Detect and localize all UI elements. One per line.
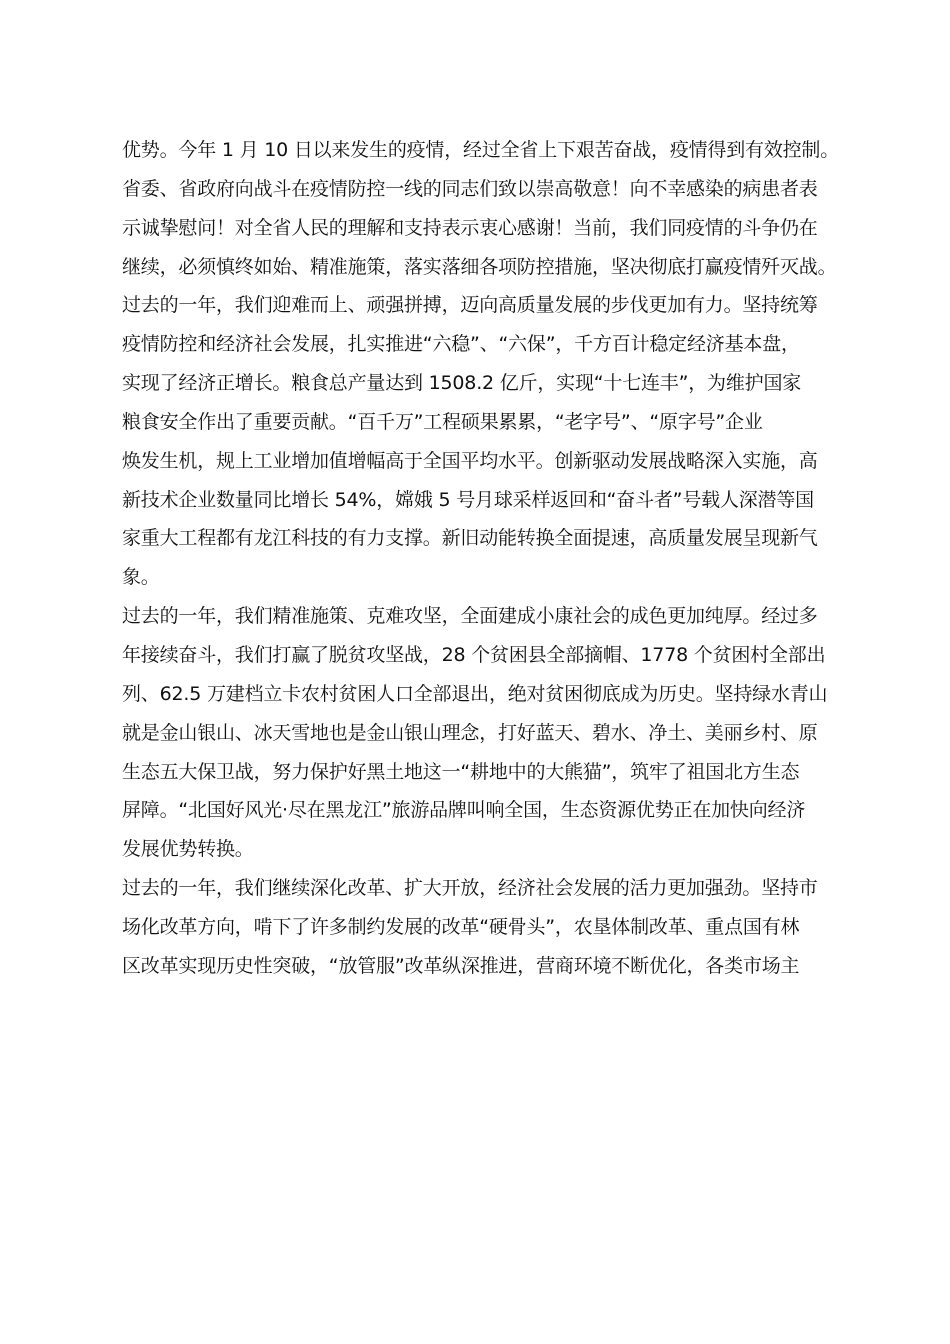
- text-line: 过去的一年，我们迎难而上、顽强拼搏，迈向高质量发展的步伐更加有力。坚持统筹: [122, 294, 818, 317]
- text-line: 发展优势转换。: [122, 838, 254, 861]
- text-line: 新技术企业数量同比增长 54%，嫦娥 5 号月球采样返回和“奋斗者”号载人深潜等国: [122, 488, 814, 511]
- text-line: 优势。今年 1 月 10 日以来发生的疫情，经过全省上下艰苦奋战，疫情得到有效控制。: [122, 139, 840, 161]
- text-line: 过去的一年，我们继续深化改革、扩大开放，经济社会发展的活力更加强劲。坚持市: [122, 877, 818, 900]
- text-line: 生态五大保卫战，努力保护好黑土地这一“耕地中的大熊猫”，筑牢了祖国北方生态: [122, 760, 800, 783]
- text-line: 继续，必须慎终如始、精准施策，落实落细各项防控措施，坚决彻底打赢疫情歼灭战。: [122, 255, 837, 278]
- text-line: 实现了经济正增长。粮食总产量达到 1508.2 亿斤，实现“十七连丰”，为维护国家: [122, 372, 802, 395]
- text-line: 象。: [122, 566, 160, 589]
- text-line: 年接续奋斗，我们打赢了脱贫攻坚战，28 个贫困县全部摘帽、1778 个贫困村全部出: [122, 643, 826, 666]
- text-line: 屏障。“北国好风光·尽在黑龙江”旅游品牌叫响全国，生态资源优势正在加快向经济: [122, 799, 806, 822]
- text-line: 粮食安全作出了重要贡献。“百千万”工程硕果累累，“老字号”、“原字号”企业: [122, 410, 763, 433]
- body-text: [122, 131, 842, 986]
- text-line: 过去的一年，我们精准施策、克难攻坚，全面建成小康社会的成色更加纯厚。经过多: [122, 605, 818, 628]
- text-line: 家重大工程都有龙江科技的有力支撑。新旧动能转换全面提速，高质量发展呈现新气: [122, 527, 818, 550]
- text-line: 焕发生机，规上工业增加值增幅高于全国平均水平。创新驱动发展战略深入实施，高: [122, 449, 818, 472]
- text-line: 区改革实现历史性突破，“放管服”改革纵深推进，营商环境不断优化，各类市场主: [122, 954, 800, 977]
- text-line: 场化改革方向，啃下了许多制约发展的改革“硬骨头”，农垦体制改革、重点国有林: [122, 915, 800, 938]
- text-line: 示诚挚慰问！对全省人民的理解和支持表示衷心感谢！当前，我们同疫情的斗争仍在: [122, 216, 818, 239]
- text-line: 省委、省政府向战斗在疫情防控一线的同志们致以崇高敬意！向不幸感染的病患者表: [122, 177, 818, 200]
- text-line: 就是金山银山、冰天雪地也是金山银山理念，打好蓝天、碧水、净土、美丽乡村、原: [122, 721, 818, 744]
- text-line: 疫情防控和经济社会发展，扎实推进“六稳”、“六保”，千方百计稳定经济基本盘，: [122, 333, 800, 356]
- text-line: 列、62.5 万建档立卡农村贫困人口全部退出，绝对贫困彻底成为历史。坚持绿水青山: [122, 682, 828, 705]
